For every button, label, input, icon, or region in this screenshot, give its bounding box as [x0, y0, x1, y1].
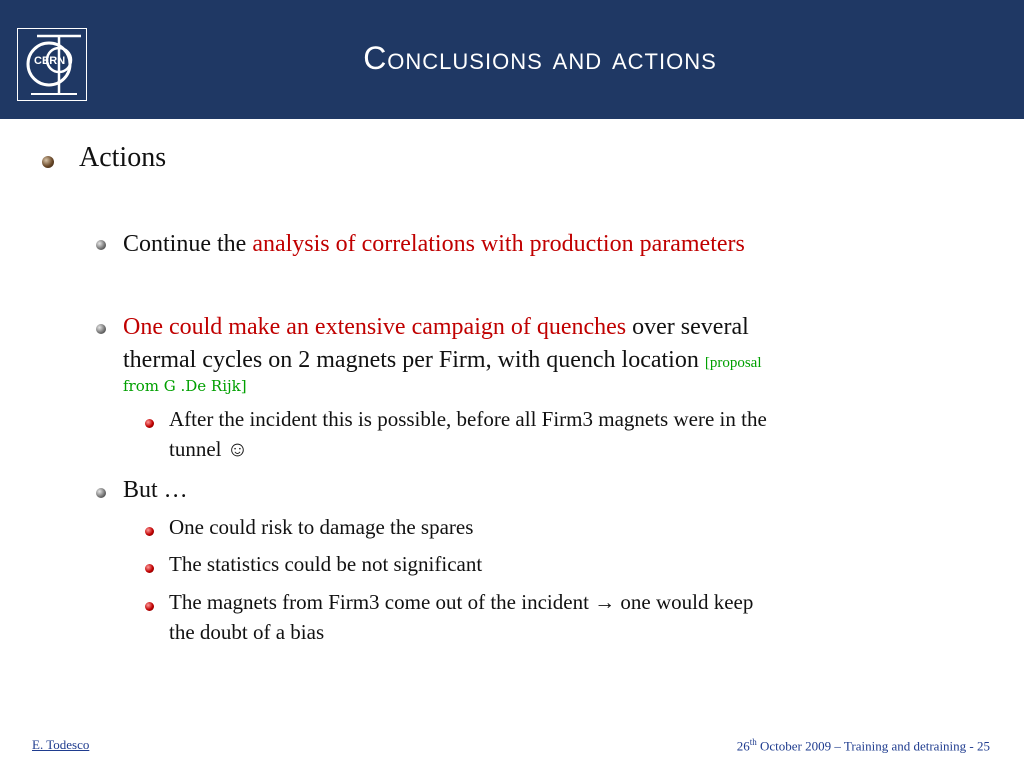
- bullet-icon: [145, 527, 154, 536]
- sub-bullet-bias-line1: The magnets from Firm3 come out of the incident → one would keep: [169, 590, 754, 614]
- bullet-level1-actions: Actions: [79, 142, 167, 173]
- bullet-icon: [145, 419, 154, 428]
- bullet-icon: [145, 564, 154, 573]
- sub-bullet-incident-line1: After the incident this is possible, before all Firm3 magnets were in the: [169, 407, 767, 431]
- bullet-icon: [96, 324, 106, 334]
- sub-bullet-bias-line2: the doubt of a bias: [169, 620, 325, 644]
- sub-bullet-statistics: The statistics could be not significant: [169, 552, 483, 576]
- footer-day: 26: [736, 738, 750, 754]
- footer-rest: October 2009 – Training and detraining - 25: [756, 738, 990, 754]
- bullet-item-campaign-line1: [123, 311, 749, 344]
- slide-title: Conclusions and actions: [363, 40, 717, 76]
- item2-text-b: thermal cycles on 2 magnets per Firm, with quench location: [123, 347, 705, 373]
- bullet-item-continue: [123, 228, 745, 261]
- bullet-icon: [42, 156, 54, 168]
- bullet-icon: [96, 488, 106, 498]
- item2-note-b: from G .De Rijk]: [123, 377, 247, 395]
- footer-date-info: [737, 737, 990, 754]
- sub-bullet-incident-line2: tunnel ☺: [169, 437, 249, 461]
- logo-text: CERN: [34, 55, 66, 67]
- sub-bullet-damage: One could risk to damage the spares: [169, 515, 474, 539]
- bullet-item-but: But …: [123, 477, 188, 503]
- bullet-icon: [96, 240, 106, 250]
- footer-day-suffix: th: [749, 737, 757, 747]
- bullet-icon: [145, 602, 154, 611]
- bullet-item-campaign-line2: [123, 344, 762, 380]
- item2-note-a: [proposal: [704, 355, 762, 371]
- item1-highlight: analysis of correlations with production parameters: [252, 231, 745, 257]
- item2-text-a: over several: [626, 314, 749, 340]
- item1-prefix: Continue the: [123, 231, 253, 257]
- item2-highlight: One could make an extensive campaign of quenches: [123, 314, 627, 340]
- footer-author-link[interactable]: E. Todesco: [32, 737, 90, 752]
